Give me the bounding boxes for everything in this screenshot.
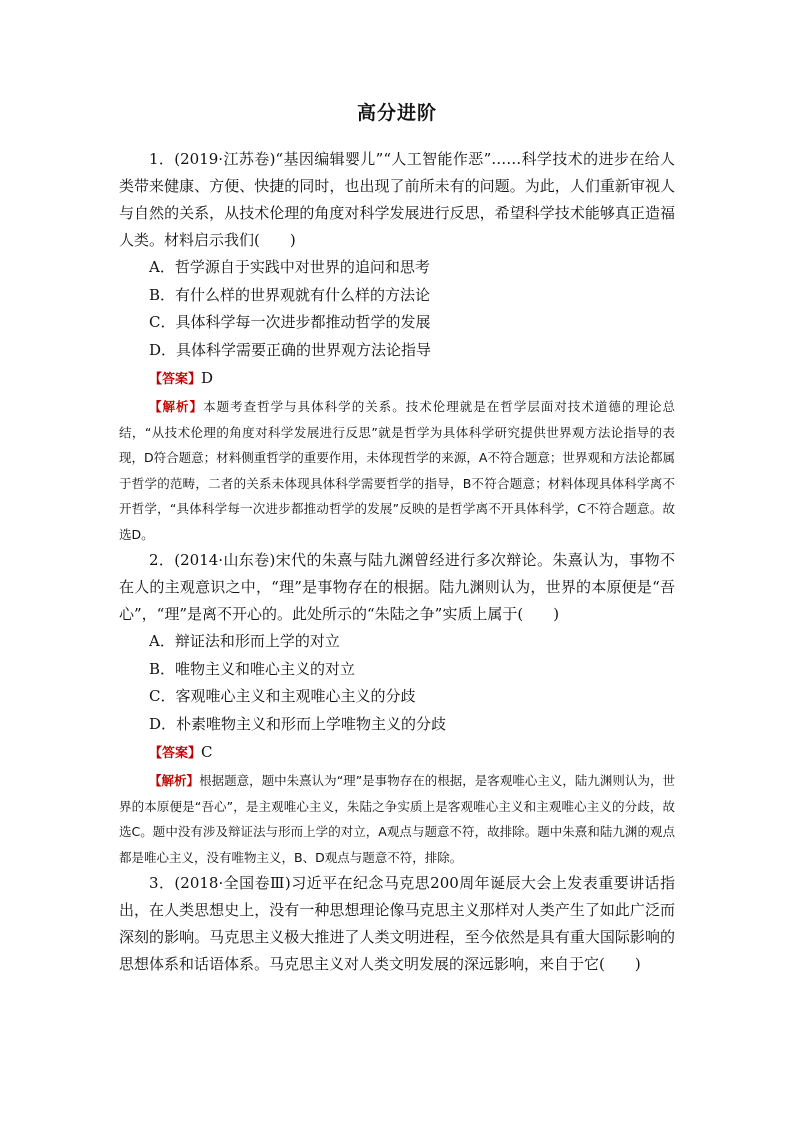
- question-stem: 2．(2014·山东卷)宋代的朱熹与陆九渊曾经进行多次辩论。朱熹认为，事物不在人的主观意识之中，“理”是事物存在的根据。陆九渊则认为，世界的本原便是“吾心”，“理”是离不开心的。此处所示的“朱陆之争”实质上属于( ): [119, 551, 675, 623]
- answer-tag: 【答案】: [149, 746, 202, 761]
- analysis-body: 根据题意，题中朱熹认为“理”是事物存在的根据，是客观唯心主义，陆九渊则认为，世界的本原便是“吾心”，是主观唯心主义，朱陆之争实质上是客观唯心主义和主观唯心主义的分歧，故选C。题中没有涉及辩证法与形而上学的对立，A观点与题意不符，故排除。题中朱熹和陆九渊的观点都是唯心主义，没有唯物主义，B、D观点与题意不符，排除。: [119, 773, 675, 865]
- content-body: [119, 146, 675, 978]
- option-c: C．客观唯心主义和主观唯心主义的分歧: [149, 687, 416, 705]
- answer-tag: 【答案】: [149, 372, 202, 387]
- option-a: A．哲学源自于实践中对世界的追问和思考: [149, 258, 430, 276]
- option-b: B．唯物主义和唯心主义的对立: [149, 659, 356, 678]
- question-stem: 3．(2018·全国卷Ⅲ)习近平在纪念马克思200周年诞辰大会上发表重要讲话指出，在人类思想史上，没有一种思想理论像马克思主义那样对人类产生了如此广泛而深刻的影响。马克思主义极大推进了人类文明进程，至今依然是具有重大国际影响的思想体系和话语体系。马克思主义对人类文明发展的深远影响，来自于它( ): [119, 874, 675, 973]
- option-d: D．具体科学需要正确的世界观方法论指导: [149, 340, 432, 359]
- option-a: A．辩证法和形而上学的对立: [149, 632, 340, 650]
- option-c: C．具体科学每一次进步都推动哲学的发展: [149, 313, 431, 331]
- analysis-text: [119, 768, 675, 870]
- option-b: B．有什么样的世界观就有什么样的方法论: [149, 285, 431, 304]
- analysis-body: 本题考查哲学与具体科学的关系。技术伦理就是在哲学层面对技术道德的理论总结，“从技术伦理的角度对科学发展进行反思”就是哲学为具体科学研究提供世界观方法论指导的表现，D符合题意；材料侧重哲学的重要作用，未体现哲学的来源，A不符合题意；世界观和方法论都属于哲学的范畴，二者的关系未体现具体科学需要哲学的指导，B不符合题意；材料体现具体科学离不开哲学，“具体科学每一次进步都推动哲学的发展”反映的是哲学离不开具体科学，C不符合题意。故选D。: [119, 399, 675, 542]
- analysis-tag: 【解析】: [149, 399, 204, 414]
- question-3: [119, 870, 675, 978]
- answer-value: D: [201, 369, 214, 387]
- question-1: [119, 146, 675, 547]
- question-stem: 1．(2019·江苏卷)“基因编辑婴儿”“人工智能作恶”……科学技术的进步在给人类带来健康、方便、快捷的同时，也出现了前所未有的问题。为此，人们重新审视人与自然的关系，从技术伦理的角度对科学发展进行反思，希望科学技术能够真正造福人类。材料启示我们( ): [119, 150, 675, 249]
- page-title: 高分进阶: [356, 102, 437, 124]
- question-2: [119, 547, 675, 870]
- option-d: D．朴素唯物主义和形而上学唯物主义的分歧: [149, 714, 447, 733]
- answer-line: [119, 738, 675, 768]
- analysis-text: [119, 394, 675, 547]
- answer-line: [119, 364, 675, 394]
- analysis-tag: 【解析】: [149, 773, 200, 788]
- answer-value: C: [201, 743, 213, 761]
